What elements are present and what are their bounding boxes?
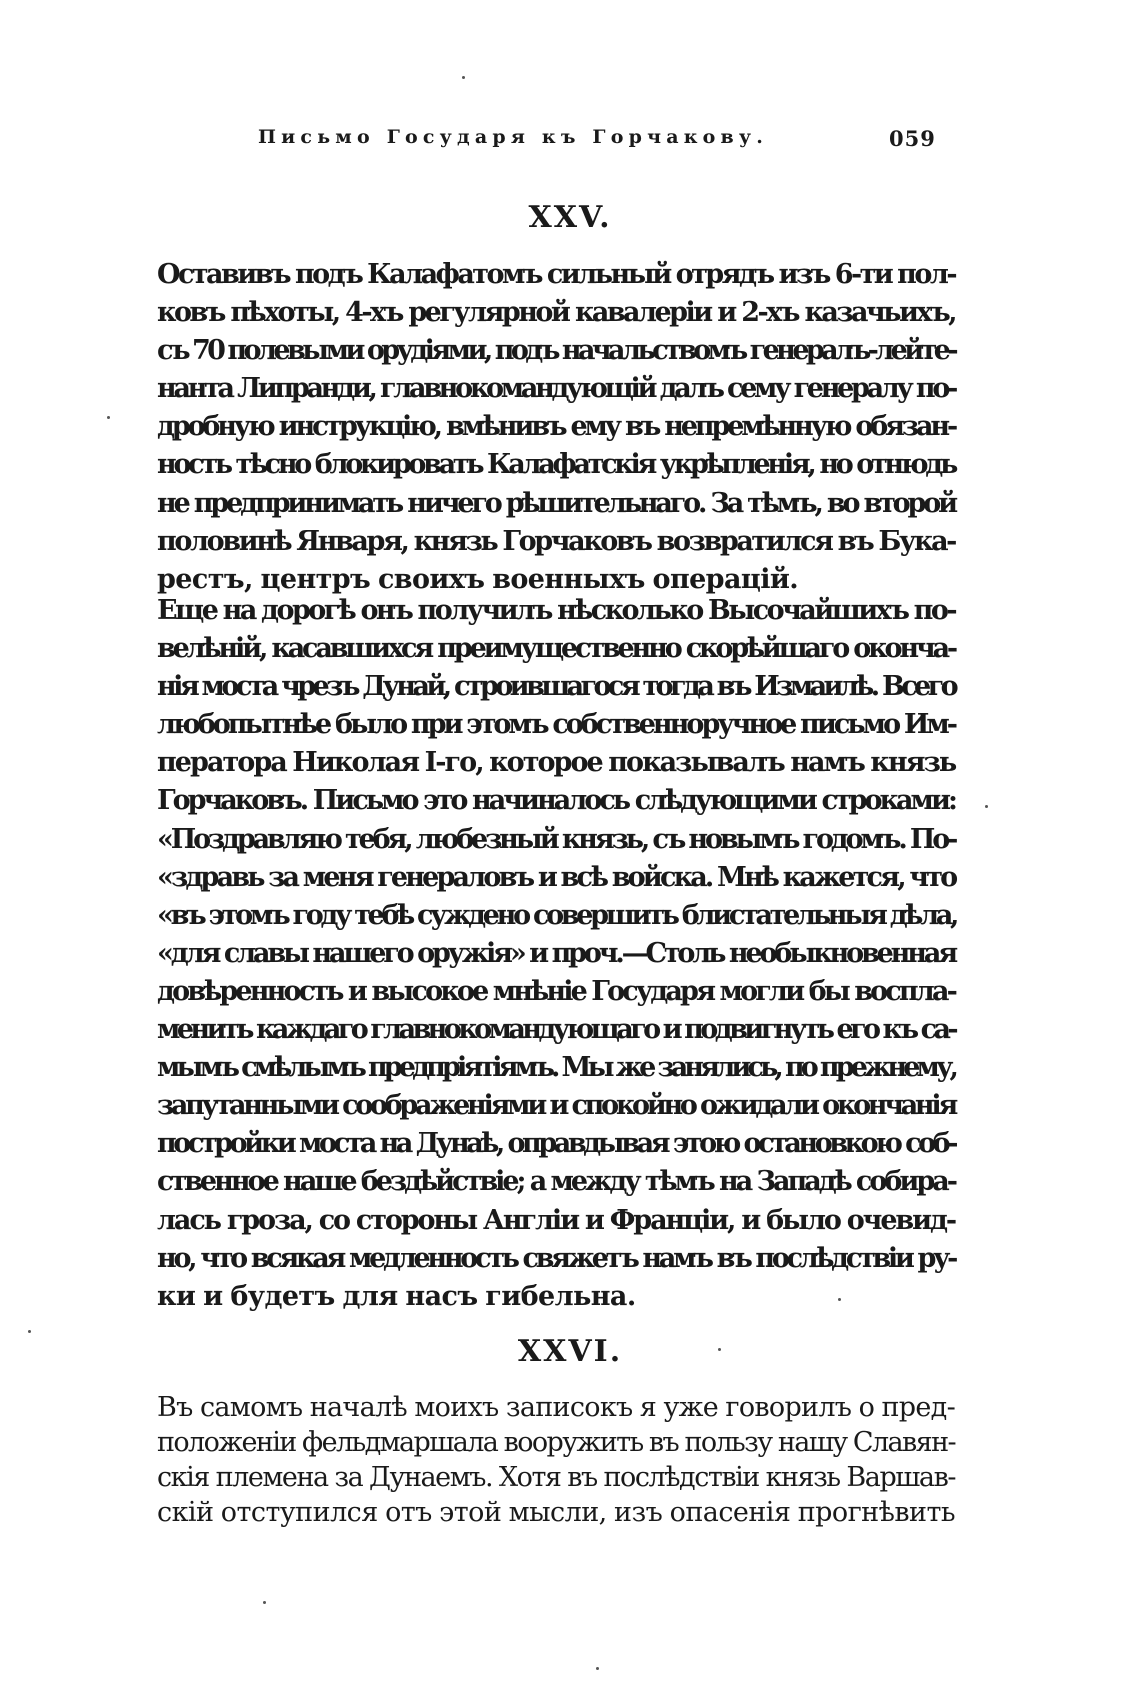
scan-speck	[718, 1348, 721, 1351]
paragraph	[157, 1390, 955, 1530]
text-line: «для славы нашего оружія» и проч.—Столь необыкновенная	[157, 937, 955, 969]
text-line: «здравь за меня генераловъ и всѣ войска. Мнѣ кажется, что	[157, 861, 956, 893]
text-line: постройки моста на Дунаѣ, оправдывая этою остановкою соб-	[157, 1128, 955, 1160]
text-line: велѣній, касавшихся преимущественно скорѣйшаго оконча-	[157, 633, 955, 665]
paragraph	[157, 592, 955, 1316]
scan-speck	[985, 805, 988, 808]
text-line: ность тѣсно блокировать Калафатскія укрѣпленія, но отнюдь	[157, 449, 955, 481]
scan-speck	[263, 1601, 266, 1604]
text-line: мымъ смѣлымъ предпріятіямъ. Мы же занялись, по прежнему,	[157, 1052, 955, 1084]
text-line: половинѣ Января, князь Горчаковъ возвратился въ Бука-	[157, 525, 955, 557]
text-line: скій отступился отъ этой мысли, изъ опасенія прогнѣвить	[157, 1497, 955, 1528]
text-line: ковъ пѣхоты, 4-хъ регулярной кавалеріи и 2-хъ казачьихъ,	[157, 297, 955, 329]
text-line: Оставивъ подъ Калафатомъ сильный отрядъ изъ 6-ти пол-	[157, 259, 955, 290]
text-line: ки и будетъ для насъ гибельна.	[157, 1280, 636, 1312]
text-line: положеніи фельдмаршала вооружить въ пользу нашу Славян-	[157, 1427, 955, 1458]
text-line: дробную инструкцію, вмѣнивъ ему въ непремѣнную обязан-	[157, 411, 955, 443]
text-line: но, что всякая медленность свяжетъ намъ въ послѣдствіи ру-	[157, 1242, 955, 1274]
text-line: ператора Николая I-го, которое показывалъ намъ князь	[157, 747, 956, 779]
running-title: Письмо Государя къ Горчакову.	[258, 126, 769, 148]
scan-speck	[462, 76, 465, 79]
text-line: не предпринимать ничего рѣшительнаго. За тѣмъ, во второй	[157, 487, 955, 519]
scan-speck	[838, 1298, 841, 1301]
text-line: запутанными соображеніями и спокойно ожидали окончанія	[157, 1090, 955, 1122]
text-line: Въ самомъ началѣ моихъ записокъ я уже говорилъ о пред-	[157, 1392, 955, 1423]
scan-speck	[596, 1667, 599, 1670]
scan-speck	[28, 1330, 31, 1333]
text-line: любопытнѣе было при этомъ собственноручное письмо Им-	[157, 709, 955, 741]
text-line: «въ этомъ году тебѣ суждено совершить блистательныя дѣла,	[157, 899, 957, 931]
text-line: «Поздравляю тебя, любезный князь, съ новымъ годомъ. По-	[157, 823, 956, 855]
page-number: 059	[889, 126, 936, 151]
scan-speck	[107, 416, 110, 419]
text-line: ственное наше бездѣйствіе; а между тѣмъ на Западѣ собира-	[157, 1166, 955, 1198]
section-heading: XXV.	[528, 200, 612, 235]
paragraph	[157, 256, 955, 599]
text-line: съ 70 полевыми орудіями, подъ начальствомъ генералъ-лейте-	[157, 335, 955, 367]
text-line: Еще на дорогѣ онъ получилъ нѣсколько Высочайшихъ по-	[157, 595, 955, 626]
text-line: скія племена за Дунаемъ. Хотя въ послѣдствіи князь Варшав-	[157, 1462, 955, 1493]
text-line: менить каждаго главнокомандующаго и подвигнуть его къ са-	[157, 1014, 955, 1046]
text-line: Горчаковъ. Письмо это начиналось слѣдующими строками:	[157, 785, 955, 817]
text-line: нанта Липранди, главнокомандующій далъ сему генералу по-	[157, 373, 955, 405]
text-line: нія моста чрезъ Дунай, строившагося тогда въ Измаилѣ. Всего	[157, 671, 955, 703]
section-heading: XXVI.	[517, 1334, 623, 1369]
text-line: лась гроза, со стороны Англіи и Франціи, и было очевид-	[157, 1204, 955, 1236]
text-line: довѣренность и высокое мнѣніе Государя могли бы воспла-	[157, 975, 955, 1007]
text-line: рестъ, центръ своихъ военныхъ операцій.	[157, 563, 799, 595]
